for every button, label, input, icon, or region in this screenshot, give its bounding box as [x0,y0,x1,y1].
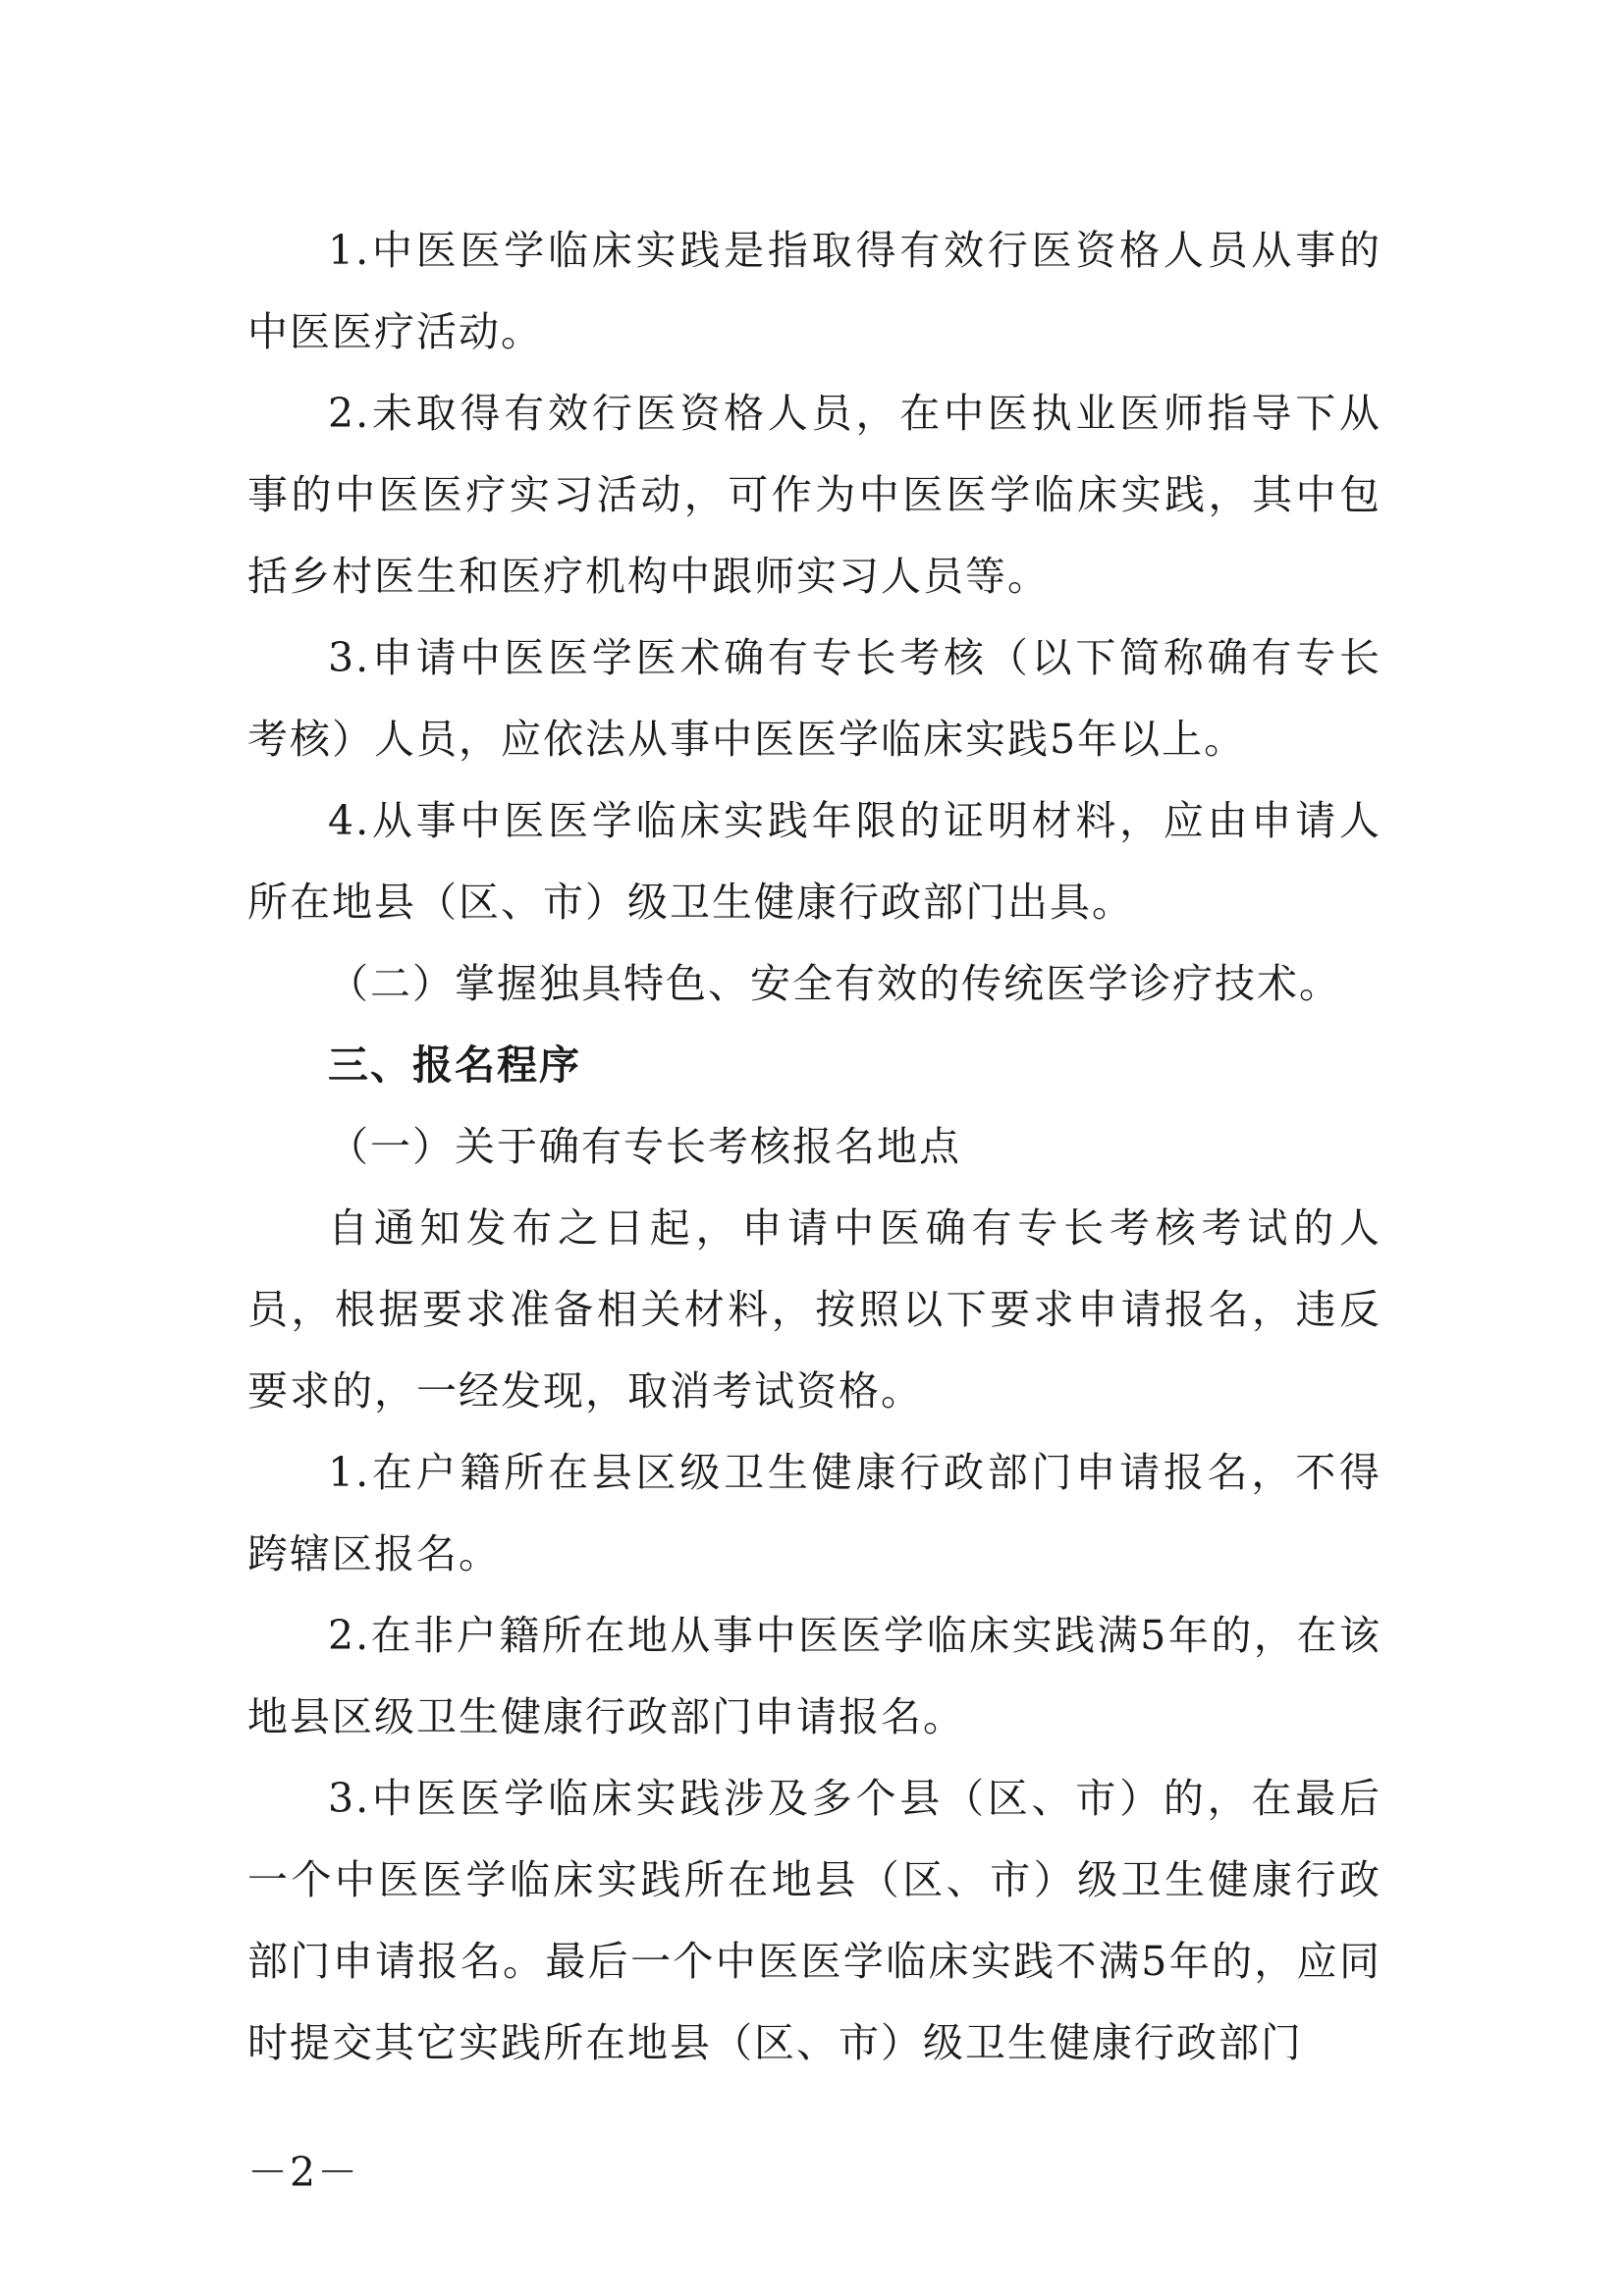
item-2: 2.在非户籍所在地从事中医医学临床实践满5年的，在该地县区级卫生健康行政部门申请报名。 [247,1612,1381,1740]
paragraph-4: 4.从事中医医学临床实践年限的证明材料，应由申请人所在地县（区、市）级卫生健康行政部门出具。 [247,797,1381,926]
page-number: －2－ [247,2149,360,2196]
paragraph-1: 1.中医医学临床实践是指取得有效行医资格人员从事的中医医疗活动。 [247,227,1381,355]
paragraph-2: 2.未取得有效行医资格人员，在中医执业医师指导下从事的中医医疗实习活动，可作为中医医学临床实践，其中包括乡村医生和医疗机构中跟师实习人员等。 [247,390,1381,600]
item-1: 1.在户籍所在县区级卫生健康行政部门申请报名，不得跨辖区报名。 [247,1449,1381,1577]
document-body [247,210,1381,2084]
subsection-heading: （一）关于确有专长考核报名地点 [328,1123,961,1170]
paragraph-3: 3.申请中医医学医术确有专长考核（以下简称确有专长考核）人员，应依法从事中医医学临床实践5年以上。 [247,634,1381,763]
paragraph-5: （二）掌握独具特色、安全有效的传统医学诊疗技术。 [328,960,1341,1007]
intro-paragraph: 自通知发布之日起，申请中医确有专长考核考试的人员，根据要求准备相关材料，按照以下要求申请报名，违反要求的，一经发现，取消考试资格。 [247,1204,1381,1415]
item-3: 3.中医医学临床实践涉及多个县（区、市）的，在最后一个中医医学临床实践所在地县（区、市）级卫生健康行政部门申请报名。最后一个中医医学临床实践不满5年的，应同时提交其它实践所在地县（区、市）级卫生健康行政部门 [247,1775,1381,2066]
section-heading: 三、报名程序 [328,1041,581,1089]
